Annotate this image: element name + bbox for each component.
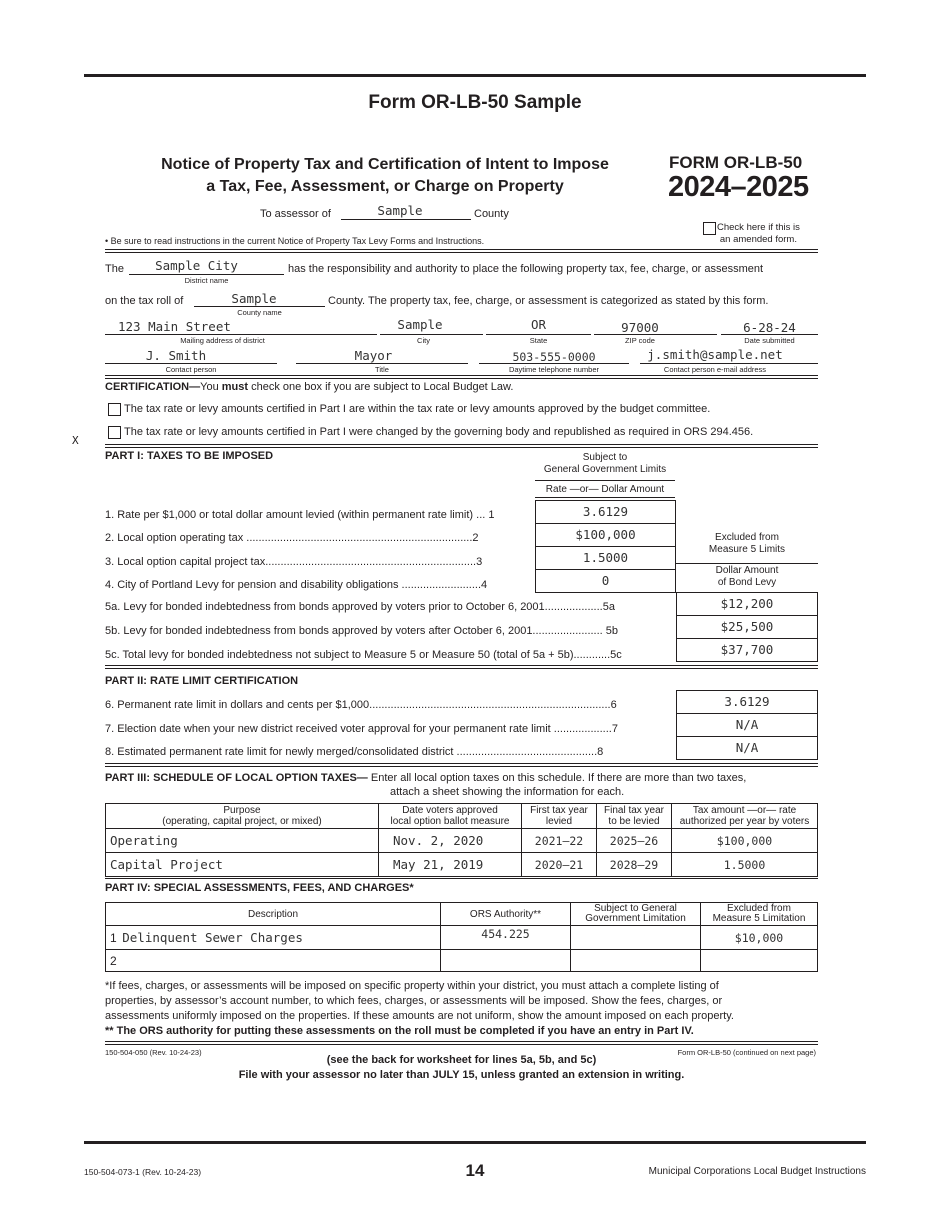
contact-person-field[interactable]: J. Smith xyxy=(145,348,207,363)
cert-option1-checkbox[interactable] xyxy=(108,403,121,416)
part3-intro: PART III: SCHEDULE OF LOCAL OPTION TAXES— Enter all local option taxes on this schedule. If there are more than two taxes, xyxy=(105,772,747,784)
table-row xyxy=(106,829,818,853)
certification-text: CERTIFICATION—You must check one box if you are subject to Local Budget Law. xyxy=(105,381,514,393)
p3-r2-date[interactable]: May 21, 2019 xyxy=(379,853,522,877)
p3-r1-first[interactable]: 2021–22 xyxy=(522,829,597,853)
table-row xyxy=(106,926,818,950)
p4-col-ors: ORS Authority** xyxy=(441,903,571,926)
part3-intro-2: attach a sheet showing the information for each. xyxy=(390,786,625,798)
part1-line-5a: 5a. Levy for bonded indebtedness from bonds approved by voters prior to October 6, 2001...................5a xyxy=(105,601,615,613)
email-field[interactable]: j.smith@sample.net xyxy=(647,347,783,362)
p4-r2-ors[interactable] xyxy=(441,950,571,972)
part1-value-2[interactable]: $100,000 xyxy=(535,523,676,547)
p3-r1-amount[interactable]: $100,000 xyxy=(672,829,818,853)
county-name-label: County name xyxy=(237,308,282,317)
page-number: 14 xyxy=(465,1161,485,1180)
district-name-label: District name xyxy=(184,276,229,285)
p3-col-purpose: Purpose (operating, capital project, or mixed) xyxy=(106,804,379,829)
part1-line-3: 3. Local option capital project tax.....................................................................3 xyxy=(105,556,483,568)
top-rule xyxy=(84,74,866,77)
p3-r2-final[interactable]: 2028–29 xyxy=(597,853,672,877)
phone-label: Daytime telephone number xyxy=(508,365,600,374)
zip-label: ZIP code xyxy=(625,336,655,345)
cert-option2-checkbox[interactable] xyxy=(108,426,121,439)
p3-r2-amount[interactable]: 1.5000 xyxy=(672,853,818,877)
p4-r2-excluded[interactable] xyxy=(701,950,818,972)
p3-r2-first[interactable]: 2020–21 xyxy=(522,853,597,877)
district-name-field[interactable]: Sample City xyxy=(155,258,238,273)
part1-value-5c[interactable]: $37,700 xyxy=(676,638,818,662)
rate-or-dollar-header: Rate —or— Dollar Amount xyxy=(545,484,665,495)
dollar-bond-header: Dollar Amount of Bond Levy xyxy=(715,565,779,588)
state-label: State xyxy=(529,336,548,345)
title-label: Title xyxy=(375,365,389,374)
county-name-field[interactable]: Sample xyxy=(231,291,277,306)
contact-person-label: Contact person xyxy=(165,365,217,374)
form-footer-line2: File with your assessor no later than JULY 15, unless granted an extension in writing. xyxy=(238,1069,685,1081)
part2-heading: PART II: RATE LIMIT CERTIFICATION xyxy=(105,675,299,687)
p4-r1-excluded[interactable]: $10,000 xyxy=(701,926,818,950)
form-footer-right: Form OR-LB-50 (continued on next page) xyxy=(677,1048,816,1057)
part1-value-5a[interactable]: $12,200 xyxy=(676,592,818,616)
roll-prefix: on the tax roll of xyxy=(105,295,184,307)
part1-heading: PART I: TAXES TO BE IMPOSED xyxy=(105,450,274,462)
part2-value-6[interactable]: 3.6129 xyxy=(676,690,818,714)
part1-value-5b[interactable]: $25,500 xyxy=(676,615,818,639)
part1-value-4[interactable]: 0 xyxy=(535,569,676,593)
date-submitted-label: Date submitted xyxy=(744,336,795,345)
p4-r1-ors[interactable]: 454.225 xyxy=(441,926,571,950)
part1-subject-header: Subject to General Government Limits xyxy=(543,452,667,475)
city-label: City xyxy=(417,336,430,345)
part4-footnote: *If fees, charges, or assessments will be imposed on specific property within your district, you must attach a complete listing of properties, by assessor’s account number, to which fees, charges, or assessments will be imposed. Show the fees, charges, or assessments uniformly imposed on the properties. If these amounts are not uniform, show the amount imposed on each property. ** The ORS authority for putting these assessments on the roll must be completed if you have an entry in Part IV. xyxy=(105,980,734,1037)
part2-value-8[interactable]: N/A xyxy=(676,736,818,760)
excluded-header: Excluded from Measure 5 Limits xyxy=(708,532,786,555)
date-submitted-field[interactable]: 6-28-24 xyxy=(743,320,796,335)
amended-checkbox[interactable] xyxy=(703,222,716,235)
part2-line-7: 7. Election date when your new district received voter approval for your permanent rate limit ...................7 xyxy=(105,723,618,735)
mailing-address-label: Mailing address of district xyxy=(180,336,265,345)
p4-r1-description[interactable]: 1 Delinquent Sewer Charges xyxy=(106,926,441,950)
email-label: Contact person e-mail address xyxy=(663,365,767,374)
p3-col-amount: Tax amount —or— rate authorized per year by voters xyxy=(672,804,818,829)
title-field[interactable]: Mayor xyxy=(354,348,393,363)
table-row xyxy=(106,853,818,877)
part1-value-1[interactable]: 3.6129 xyxy=(535,500,676,524)
p3-col-first-year: First tax year levied xyxy=(522,804,597,829)
p3-col-date: Date voters approved local option ballot measure xyxy=(379,804,522,829)
assessor-suffix: County xyxy=(474,208,509,220)
page-footer-left: 150-504-073-1 (Rev. 10-24-23) xyxy=(84,1167,202,1177)
part4-table xyxy=(105,902,818,972)
p4-col-subject: Subject to General Government Limitation xyxy=(571,903,701,926)
assessor-county-field[interactable]: Sample xyxy=(377,203,423,218)
p3-r1-purpose[interactable]: Operating xyxy=(106,829,379,853)
p4-r2-description[interactable]: 2 xyxy=(106,950,441,972)
part1-line-4: 4. City of Portland Levy for pension and disability obligations ..........................4 xyxy=(105,579,488,591)
zip-field[interactable]: 97000 xyxy=(621,320,659,335)
p3-r2-purpose[interactable]: Capital Project xyxy=(106,853,379,877)
part1-line-2: 2. Local option operating tax ..........................................................................2 xyxy=(105,532,479,544)
part4-heading: PART IV: SPECIAL ASSESSMENTS, FEES, AND CHARGES* xyxy=(105,882,414,894)
part2-line-6: 6. Permanent rate limit in dollars and cents per $1,000...............................................................................6 xyxy=(105,699,617,711)
district-resp-text: has the responsibility and authority to place the following property tax, fee, charge, or assessment xyxy=(288,263,764,275)
amended-label: Check here if this is an amended form. xyxy=(717,222,800,245)
p4-col-excluded: Excluded from Measure 5 Limitation xyxy=(701,903,818,926)
form-footer-line1: (see the back for worksheet for lines 5a, 5b, and 5c) xyxy=(326,1054,597,1066)
district-the: The xyxy=(105,263,124,275)
form-footer-left: 150-504-050 (Rev. 10-24-23) xyxy=(105,1048,202,1057)
part1-line-5c: 5c. Total levy for bonded indebtedness not subject to Measure 5 or Measure 50 (total of 5a + 5b)............5c xyxy=(105,649,622,661)
part3-table xyxy=(105,803,818,877)
p4-r2-subject[interactable] xyxy=(571,950,701,972)
assessor-line xyxy=(341,219,471,220)
p4-r1-subject[interactable] xyxy=(571,926,701,950)
part1-line-1: 1. Rate per $1,000 or total dollar amount levied (within permanent rate limit) ... 1 xyxy=(105,509,495,521)
part1-line-5b: 5b. Levy for bonded indebtedness from bonds approved by voters after October 6, 2001....................... 5b xyxy=(105,625,619,637)
assessor-label: To assessor of xyxy=(260,208,331,220)
roll-suffix: County. The property tax, fee, charge, or assessment is categorized as stated by this form. xyxy=(328,295,769,307)
part1-value-3[interactable]: 1.5000 xyxy=(535,546,676,570)
p3-col-final-year: Final tax year to be levied xyxy=(597,804,672,829)
notice-title: Notice of Property Tax and Certification of Intent to Impose a Tax, Fee, Assessment, or Charge on Property xyxy=(161,156,609,195)
cert-option1-label: The tax rate or levy amounts certified in Part I are within the tax rate or levy amounts approved by the budget committee. xyxy=(124,403,711,415)
cert-option2-label: The tax rate or levy amounts certified in Part I were changed by the governing body and republished as required in ORS 294.456. xyxy=(124,426,754,438)
p3-r1-date[interactable]: Nov. 2, 2020 xyxy=(379,829,522,853)
p4-col-description: Description xyxy=(106,903,441,926)
page-footer-right: Municipal Corporations Local Budget Instructions xyxy=(648,1166,866,1177)
state-field[interactable]: OR xyxy=(530,317,547,332)
part2-line-8: 8. Estimated permanent rate limit for newly merged/consolidated district ..............................................8 xyxy=(105,746,604,758)
part2-value-7[interactable]: N/A xyxy=(676,713,818,737)
cert-option2-mark: X xyxy=(72,434,79,447)
city-field[interactable]: Sample xyxy=(397,317,443,332)
form-year: 2024–2025 xyxy=(668,171,809,203)
page-title: Form OR-LB-50 Sample xyxy=(368,92,582,113)
table-row xyxy=(106,950,818,972)
phone-field[interactable]: 503-555-0000 xyxy=(512,350,596,364)
instructions-note: • Be sure to read instructions in the current Notice of Property Tax Levy Forms and Instructions. xyxy=(105,236,485,246)
mailing-address-field[interactable]: 123 Main Street xyxy=(118,319,231,334)
form-name: FORM OR-LB-50 xyxy=(669,153,803,172)
p3-r1-final[interactable]: 2025–26 xyxy=(597,829,672,853)
bottom-rule xyxy=(84,1141,866,1144)
